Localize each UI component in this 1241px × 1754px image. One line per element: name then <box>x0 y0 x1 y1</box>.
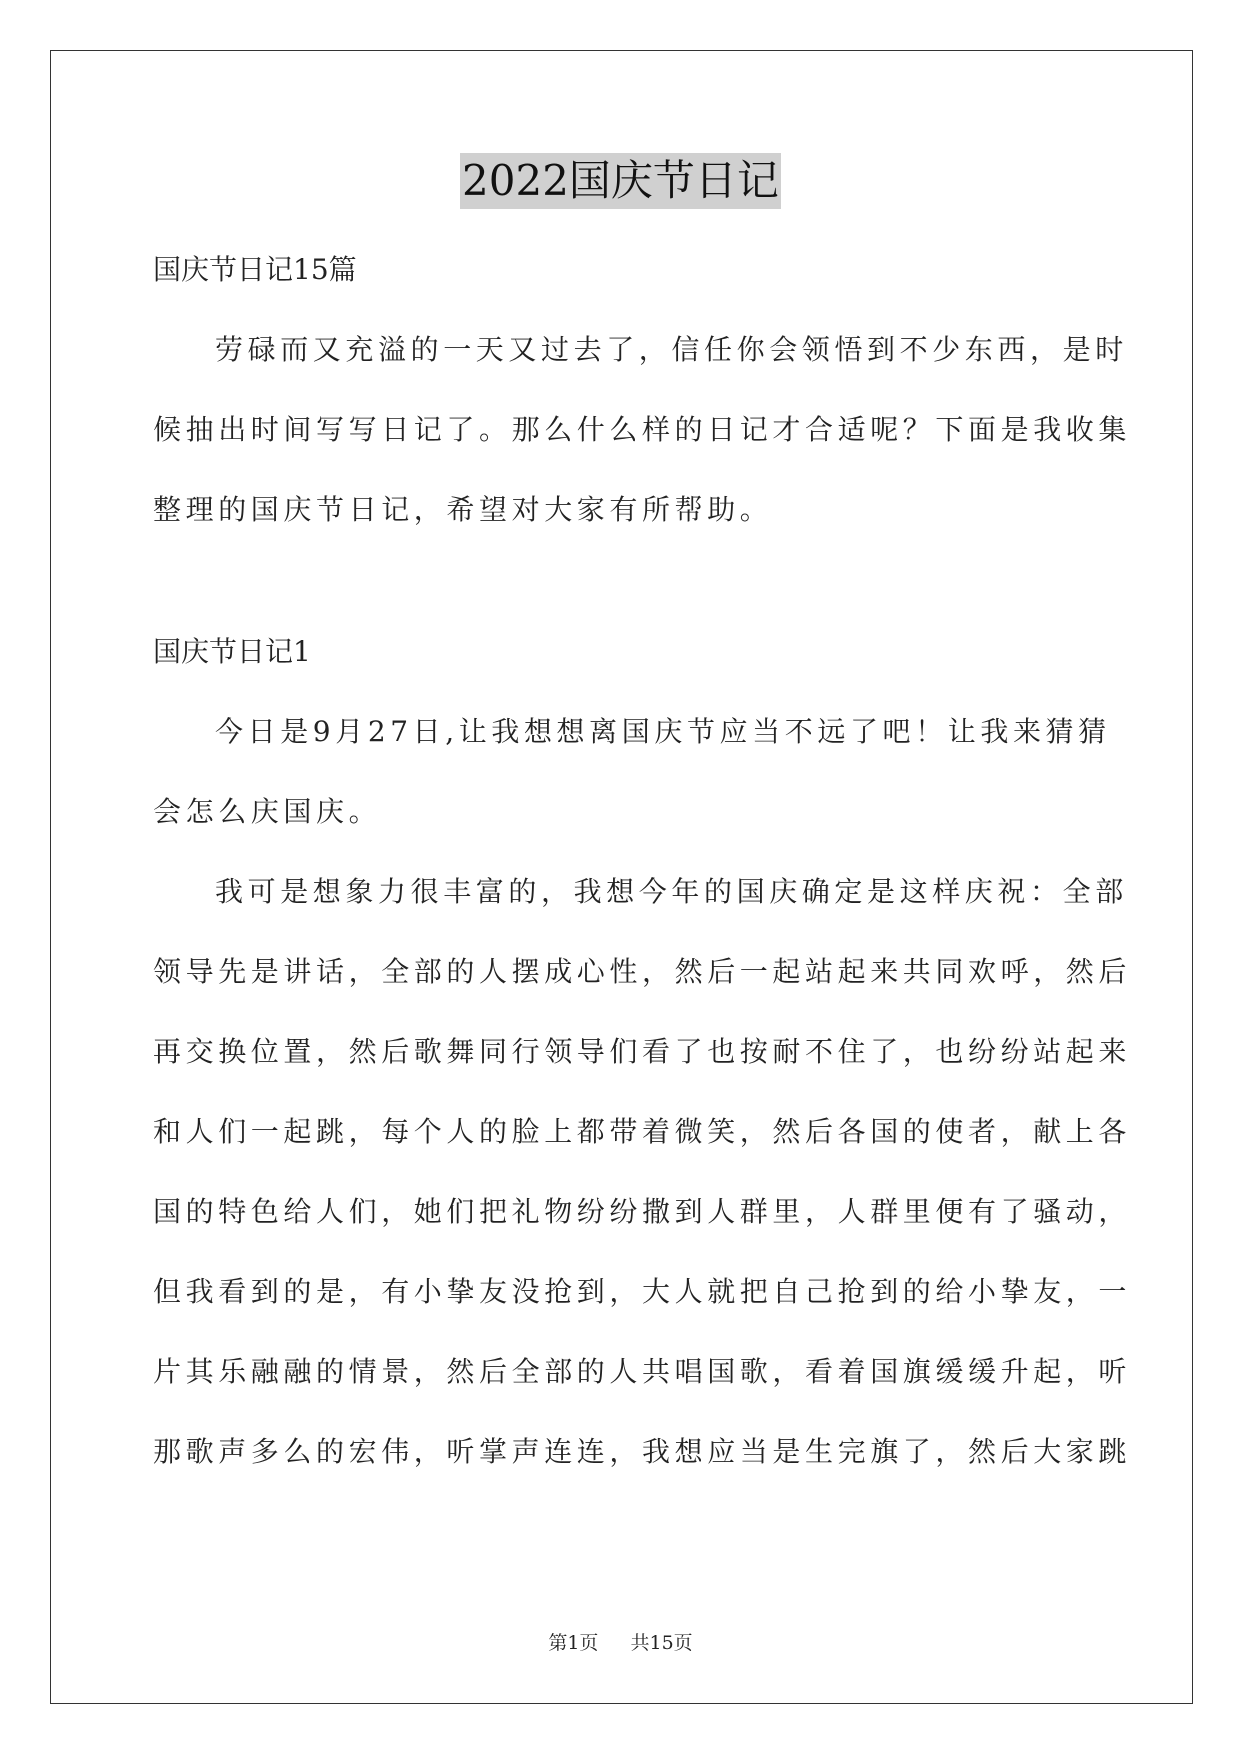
intro-line: 劳碌而又充溢的一天又过去了，信任你会领悟到不少东西，是时 <box>215 333 1128 366</box>
paragraph2-line: 我可是想象力很丰富的，我想今年的国庆确定是这样庆祝：全部 <box>215 875 1128 908</box>
paragraph2-line: 和人们一起跳，每个人的脸上都带着微笑，然后各国的使者，献上各 <box>153 1115 1132 1148</box>
paragraph2-line: 再交换位置，然后歌舞同行领导们看了也按耐不住了，也纷纷站起来 <box>153 1035 1132 1068</box>
intro-line: 候抽出时间写写日记了。那么什么样的日记才合适呢？下面是我收集 <box>153 413 1132 446</box>
paragraph1-line: 今日是9月27日,让我想想离国庆节应当不远了吧！让我来猜猜 <box>215 715 1111 748</box>
paragraph2-line: 那歌声多么的宏伟，听掌声连连，我想应当是生完旗了，然后大家跳 <box>153 1435 1132 1468</box>
page-number-total: 共15页 <box>630 1632 693 1654</box>
section-heading: 国庆节日记1 <box>153 635 311 668</box>
page-footer <box>0 1628 1241 1655</box>
document-subtitle: 国庆节日记15篇 <box>153 253 357 286</box>
title-container <box>0 153 1241 209</box>
paragraph1-line: 会怎么庆国庆。 <box>153 795 382 828</box>
paragraph2-line: 领导先是讲话，全部的人摆成心性，然后一起站起来共同欢呼，然后 <box>153 955 1132 988</box>
paragraph2-line: 国的特色给人们，她们把礼物纷纷撒到人群里，人群里便有了骚动， <box>153 1195 1132 1228</box>
paragraph-gap <box>153 550 1093 612</box>
document-title: 2022国庆节日记 <box>460 153 781 209</box>
paragraph2-line: 但我看到的是，有小挚友没抢到，大人就把自己抢到的给小挚友，一 <box>153 1275 1132 1308</box>
intro-line: 整理的国庆节日记，希望对大家有所帮助。 <box>153 493 773 526</box>
document-body <box>153 230 1132 1492</box>
paragraph2-line: 片其乐融融的情景，然后全部的人共唱国歌，看着国旗缓缓升起，听 <box>153 1355 1132 1388</box>
page-number-current: 第1页 <box>548 1632 599 1654</box>
